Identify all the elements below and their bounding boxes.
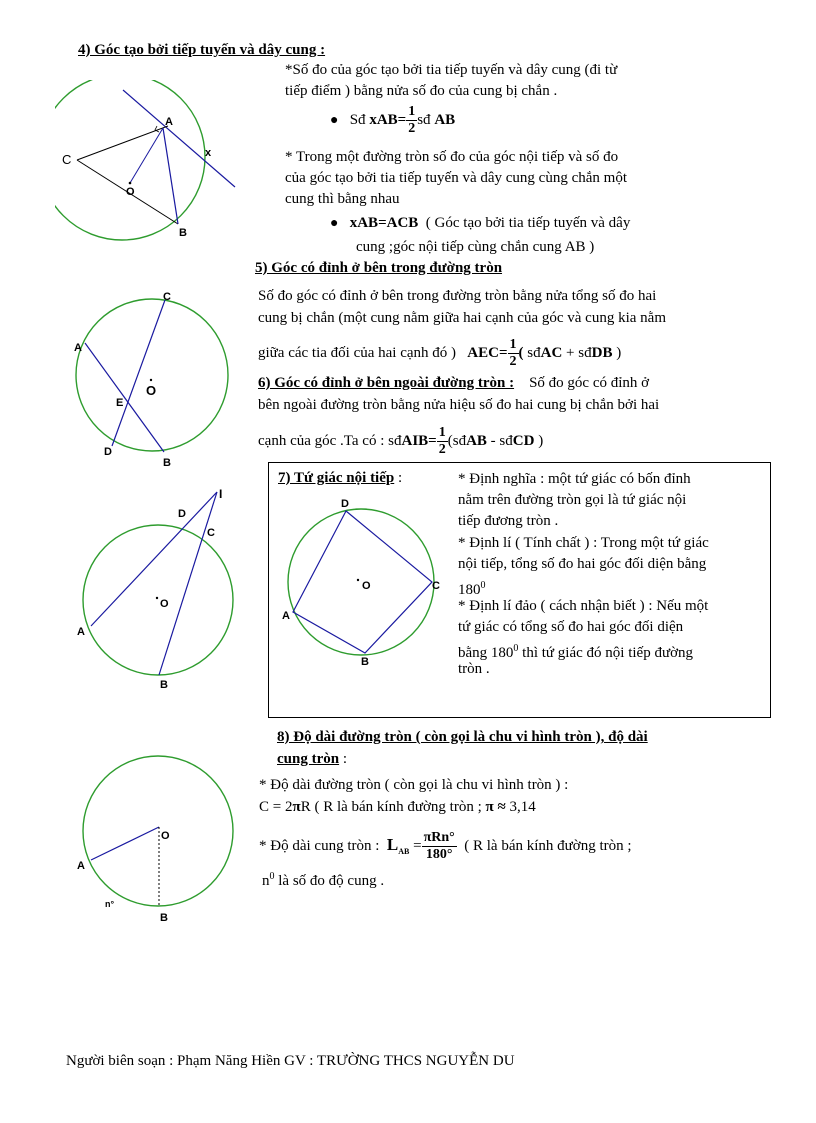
- colon: :: [339, 751, 348, 767]
- s6-line3: cạnh của góc .Ta có : sđ: [258, 432, 402, 449]
- label-x: x: [205, 147, 212, 159]
- label-a: A: [77, 626, 85, 638]
- section-7-heading: 7) Tứ giác nội tiếp: [278, 470, 395, 486]
- circle: [288, 509, 434, 655]
- angle-aec: AEC: [467, 344, 499, 361]
- label-b: B: [163, 457, 171, 469]
- arc-ab: AB: [466, 432, 487, 449]
- center-dot: [156, 597, 158, 599]
- s5-line2: cung bị chắn (một cung nằm giữa hai cạnh của góc và cung kia nằm: [258, 310, 666, 326]
- angle-xab-2: xAB: [349, 215, 379, 231]
- s8-line3: * Độ dài cung tròn : $L_{AB}$ = $\frac{\text{πRn°}}{180^\circ}$ ( R là bán kính đường tròn ;: [259, 830, 632, 862]
- label-i: I: [219, 487, 223, 501]
- s4-formula: [330, 104, 455, 137]
- label-o: O: [146, 383, 157, 398]
- label-b: B: [361, 656, 369, 668]
- s5-line1: Số đo góc có đỉnh ở bên trong đường tròn bằng nửa tổng số đo hai: [258, 288, 657, 304]
- s7-line10: tròn .: [458, 661, 490, 677]
- section-5-heading: 5) Góc có đỉnh ở bên trong đường tròn: [255, 260, 503, 276]
- s7-line7: * Định lí đảo ( cách nhận biết ) : Nếu một: [458, 598, 709, 614]
- label-c: C: [207, 527, 215, 539]
- angle-aib: AIB: [401, 432, 429, 449]
- fraction-half: $\frac{1}{2}$: [509, 337, 517, 369]
- label-d: D: [178, 508, 186, 520]
- sd-1: sđ: [527, 344, 541, 361]
- arc-cd: CD: [512, 432, 535, 449]
- secant-ia: [91, 492, 217, 626]
- figure-cyclic-quad: [280, 495, 445, 670]
- s7-line5: nội tiếp, tổng số đo hai góc đối diện bằng: [458, 556, 707, 572]
- label-a: A: [165, 116, 173, 128]
- note: ( Góc tạo bởi tia tiếp tuyến và dây: [425, 215, 631, 231]
- tangent-line: [123, 90, 235, 187]
- s6-line1: [258, 373, 649, 394]
- s6-formula: [258, 425, 543, 458]
- s4-equality: [330, 213, 630, 234]
- s4-line2: tiếp điểm ) bằng nửa số đo của cung bị chắn .: [285, 83, 558, 99]
- s5-formula: [258, 337, 621, 370]
- center-dot: [150, 379, 152, 381]
- label-b: B: [179, 227, 187, 239]
- s7-line8: tứ giác có tổng số đo hai góc đối diện: [458, 619, 684, 635]
- label-b: B: [160, 679, 168, 691]
- s7-line4: * Định lí ( Tính chất ) : Trong một tứ giác: [458, 535, 709, 551]
- paren-close: ): [616, 344, 622, 361]
- s6-line2: bên ngoài đường tròn bằng nửa hiệu số đo hai cung bị chắn bởi hai: [258, 397, 660, 413]
- colon: :: [397, 470, 403, 486]
- label-c: C: [163, 291, 171, 303]
- sd-label: Sđ: [349, 111, 366, 128]
- circle: [76, 299, 228, 451]
- label-o: O: [362, 580, 371, 592]
- center-dot: [129, 182, 132, 185]
- label-d: D: [104, 446, 112, 458]
- paren-open: (: [518, 344, 524, 361]
- label-n-degree: n°: [105, 899, 115, 909]
- sd-label-2: sđ: [417, 111, 431, 128]
- angle-xab: xAB: [369, 111, 398, 128]
- s7-line6: $180^0$: [458, 580, 486, 598]
- arc-db: DB: [591, 344, 613, 361]
- figure-outside-angle: [72, 485, 242, 695]
- secant-ib: [159, 492, 217, 675]
- label-a: A: [74, 342, 82, 354]
- minus: -: [490, 432, 496, 449]
- s6-line1-rest: Số đo góc có đỉnh ở: [529, 375, 650, 391]
- radius-oa: [91, 827, 159, 860]
- equals: =: [428, 432, 437, 449]
- chord-cd: [112, 300, 165, 446]
- equals-2: =: [378, 215, 387, 231]
- paren-close: ): [538, 432, 544, 449]
- figure-inside-angle: [72, 285, 247, 470]
- plus: +: [566, 344, 575, 361]
- equals: =: [498, 344, 508, 361]
- label-c: C: [62, 152, 72, 167]
- section-6-heading: 6) Góc có đỉnh ở bên ngoài đường tròn :: [258, 375, 515, 391]
- s7-line3: tiếp đương tròn .: [458, 513, 559, 529]
- s7-line9: bằng $180^0$ thì tứ giác đó nội tiếp đường: [458, 643, 694, 661]
- label-o: O: [160, 598, 169, 610]
- fraction-half: $\frac{1}{2}$: [438, 425, 446, 457]
- footer-author: Người biên soạn : Phạm Năng Hiền GV : TRƯỜNG THCS NGUYỄN DU: [66, 1053, 515, 1069]
- s4-line4: của góc tạo bởi tia tiếp tuyến và dây cung cùng chắn một: [285, 170, 627, 186]
- radius-oa: [130, 128, 163, 183]
- s4-line1: *Số đo của góc tạo bởi tia tiếp tuyến và dây cung (đi từ: [285, 62, 618, 78]
- arc-ab: AB: [434, 111, 456, 128]
- bullet: ●: [330, 112, 339, 128]
- sd-2: sđ: [578, 344, 592, 361]
- bullet: ●: [330, 216, 339, 231]
- equals: =: [397, 111, 407, 128]
- arc-ac: AC: [540, 344, 563, 361]
- paren-open: (sđ: [447, 432, 467, 449]
- s8-line2: C = 2πR ( R là bán kính đường tròn ; π ≈ 3,14: [259, 799, 536, 815]
- center-dot: [357, 579, 359, 581]
- figure-tangent-chord: [55, 80, 245, 250]
- s4-line3: * Trong một đường tròn số đo của góc nội tiếp và số đo: [285, 149, 619, 165]
- circle: [83, 525, 233, 675]
- s7-line2: nằm trên đường tròn gọi là tứ giác nội: [458, 492, 687, 508]
- circle: [83, 756, 233, 906]
- label-c: C: [432, 580, 440, 592]
- chord-ab: [163, 128, 178, 224]
- label-b: B: [160, 912, 168, 924]
- s5-line3: giữa các tia đối của hai cạnh đó ): [258, 344, 457, 361]
- section-8-heading-1: 8) Độ dài đường tròn ( còn gọi là chu vi hình tròn ), độ dài: [277, 729, 648, 745]
- s7-line1: * Định nghĩa : một tứ giác có bốn đỉnh: [458, 471, 691, 487]
- label-a: A: [77, 860, 85, 872]
- s4-line5: cung thì bằng nhau: [285, 191, 400, 207]
- sd-2: sđ: [499, 432, 513, 449]
- s8-line1: * Độ dài đường tròn ( còn gọi là chu vi hình tròn ) :: [259, 777, 569, 793]
- section-4-heading: 4) Góc tạo bởi tiếp tuyến và dây cung :: [78, 42, 326, 58]
- L-symbol: L: [386, 834, 399, 854]
- s8-line4: $n^0$ là số đo độ cung .: [262, 871, 385, 889]
- s4-line6: cung ;góc nội tiếp cùng chắn cung AB ): [356, 239, 595, 255]
- fraction-half: $\frac{1}{2}$: [408, 104, 416, 136]
- section-8-heading-2: cung tròn: [277, 751, 340, 767]
- label-d: D: [341, 498, 349, 510]
- figure-arc-length: [72, 745, 247, 930]
- s7-heading-line: [278, 468, 402, 489]
- label-o: O: [161, 830, 170, 842]
- label-e: E: [116, 397, 124, 409]
- section-8-heading-2-line: [277, 749, 347, 770]
- label-o: O: [126, 186, 135, 198]
- label-a: A: [282, 610, 290, 622]
- arc-length-fraction: $\frac{\text{πRn°}}{180^\circ}$: [423, 830, 455, 862]
- angle-acb: ACB: [386, 215, 419, 231]
